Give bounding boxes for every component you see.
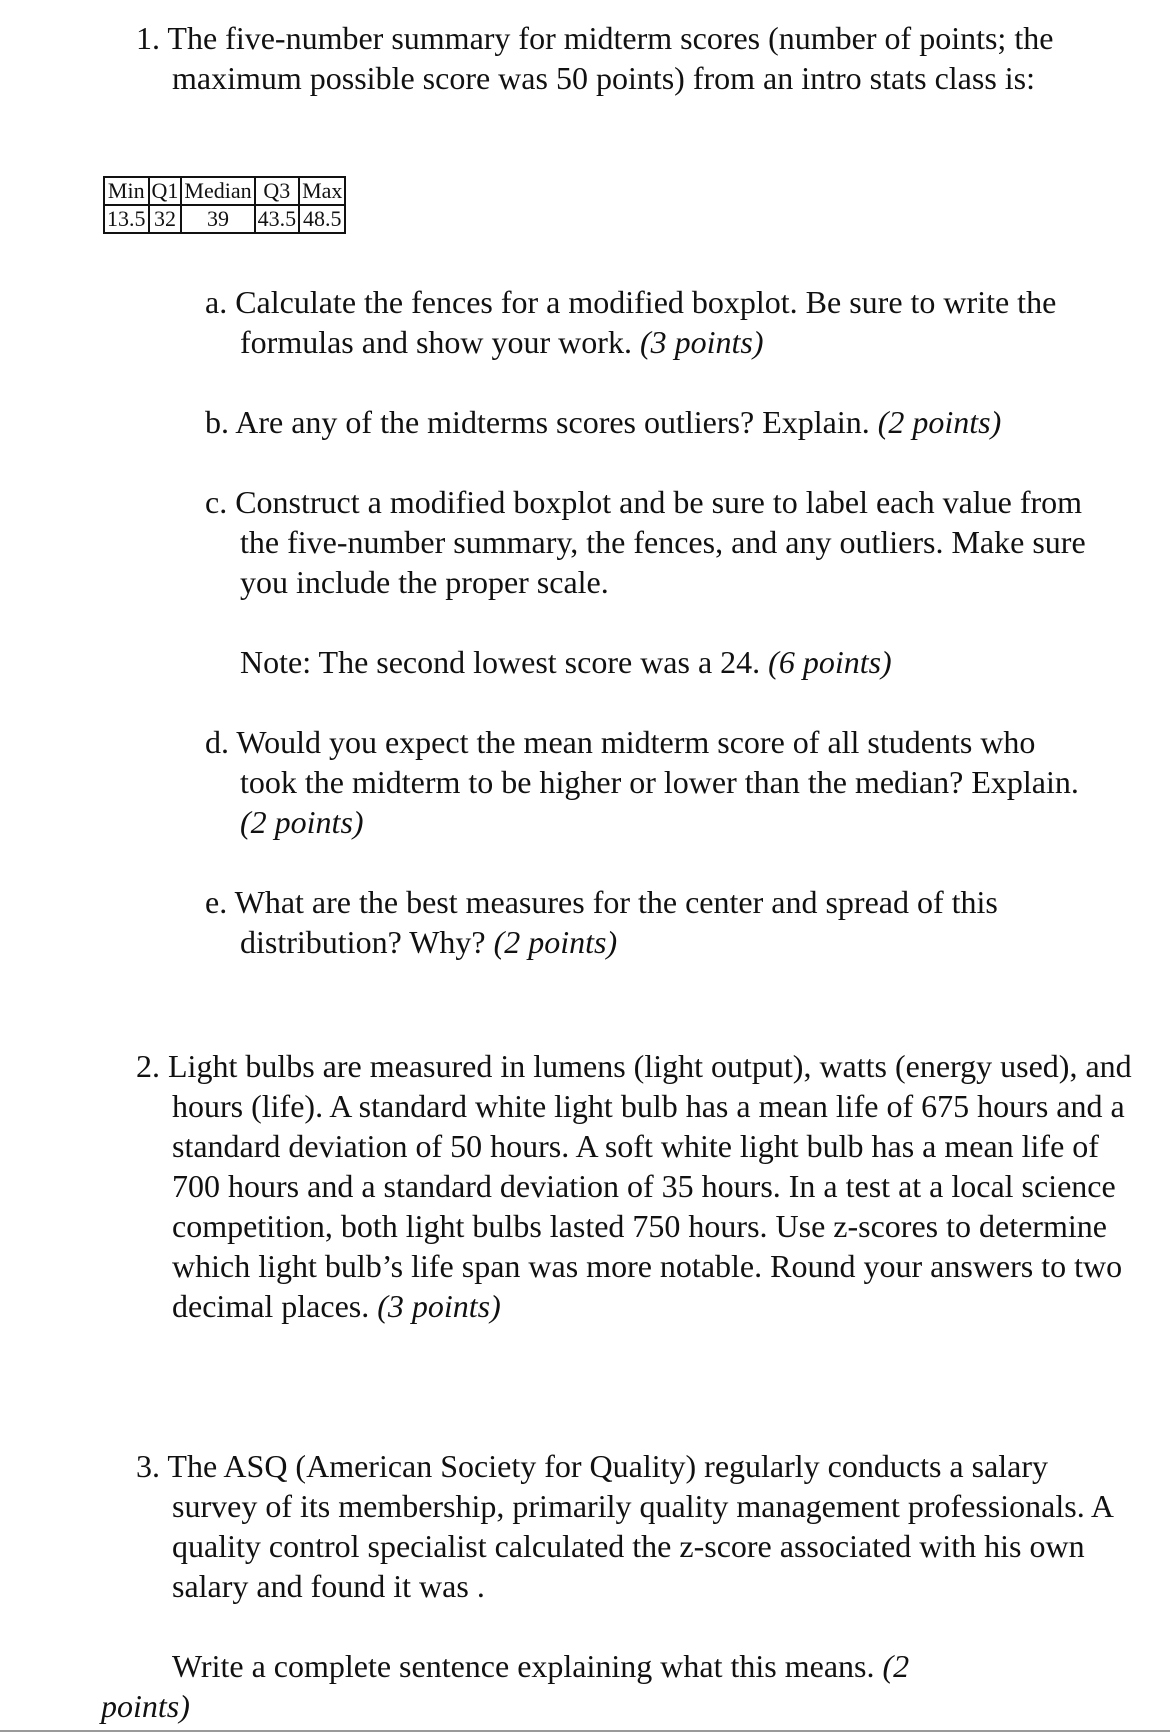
part-a-letter: a. <box>205 284 228 320</box>
question-1 <box>136 18 1132 98</box>
part-c <box>205 482 1090 602</box>
question-2 <box>136 1046 1132 1326</box>
question-3-points-start: (2 <box>882 1648 910 1684</box>
part-a-text: Calculate the fences for a modified boxplot. Be sure to write the formulas and show your work. <box>235 284 1057 360</box>
question-2-points: (3 points) <box>377 1288 501 1324</box>
header-max: Max <box>299 177 345 205</box>
question-2-text: Light bulbs are measured in lumens (light output), watts (energy used), and hours (life). A standard white light bulb has a mean life of 675 hours and a standard deviation of 50 hours. A soft white light bulb has a mean life of 700 hours and a standard deviation of 35 hours. In a test at a local science competition, both light bulbs lasted 750 hours. Use z-scores to determine which light bulb’s life span was more notable. Round your answers to two decimal places. <box>168 1048 1132 1324</box>
question-3-points-end: points) <box>101 1688 190 1724</box>
part-d-letter: d. <box>205 724 229 760</box>
value-min: 13.5 <box>104 205 149 233</box>
part-c-letter: c. <box>205 484 228 520</box>
question-3-instruction-text: Write a complete sentence explaining what this means. <box>172 1648 875 1684</box>
part-c-points: (6 points) <box>768 644 892 680</box>
part-d-points: (2 points) <box>240 804 364 840</box>
part-e-letter: e. <box>205 884 228 920</box>
value-median: 39 <box>181 205 254 233</box>
header-min: Min <box>104 177 149 205</box>
part-b <box>205 402 1140 442</box>
question-3 <box>136 1446 1132 1606</box>
question-2-number: 2. <box>136 1048 160 1084</box>
part-b-text: Are any of the midterms scores outliers? Explain. <box>235 404 870 440</box>
part-c-text: Construct a modified boxplot and be sure to label each value from the five-number summary, the fences, and any outliers. Make sure you include the proper scale. <box>235 484 1086 600</box>
part-d <box>205 722 1090 842</box>
five-number-summary-table <box>103 176 346 234</box>
part-e-text: What are the best measures for the center and spread of this distribution? Why? <box>234 884 998 960</box>
question-1-number: 1. <box>136 20 160 56</box>
part-a-points: (3 points) <box>639 324 764 360</box>
question-1-text: The five-number summary for midterm scores (number of points; the maximum possible score was 50 points) from an intro stats class is: <box>167 20 1054 96</box>
question-3-number: 3. <box>136 1448 160 1484</box>
part-d-text: Would you expect the mean midterm score of all students who took the midterm to be higher or lower than the median? Explain. <box>236 724 1079 800</box>
header-q3: Q3 <box>255 177 300 205</box>
header-median: Median <box>181 177 254 205</box>
part-c-note <box>240 642 1100 682</box>
value-max: 48.5 <box>299 205 345 233</box>
summary-value-row <box>104 205 345 233</box>
page-bottom-divider <box>0 1730 1170 1732</box>
question-3-text: The ASQ (American Society for Quality) regularly conducts a salary survey of its membership, primarily quality management professionals. A quality control specialist calculated the z-score associated with his own salary and found it was . <box>167 1448 1113 1604</box>
part-b-points: (2 points) <box>877 404 1002 440</box>
question-3-instruction <box>172 1646 1132 1686</box>
part-e-points: (2 points) <box>493 924 618 960</box>
part-c-note-text: Note: The second lowest score was a 24. <box>240 644 761 680</box>
header-q1: Q1 <box>149 177 182 205</box>
part-e <box>205 882 1130 962</box>
summary-header-row <box>104 177 345 205</box>
part-a <box>205 282 1070 362</box>
value-q3: 43.5 <box>255 205 300 233</box>
value-q1: 32 <box>149 205 182 233</box>
part-b-letter: b. <box>205 404 229 440</box>
